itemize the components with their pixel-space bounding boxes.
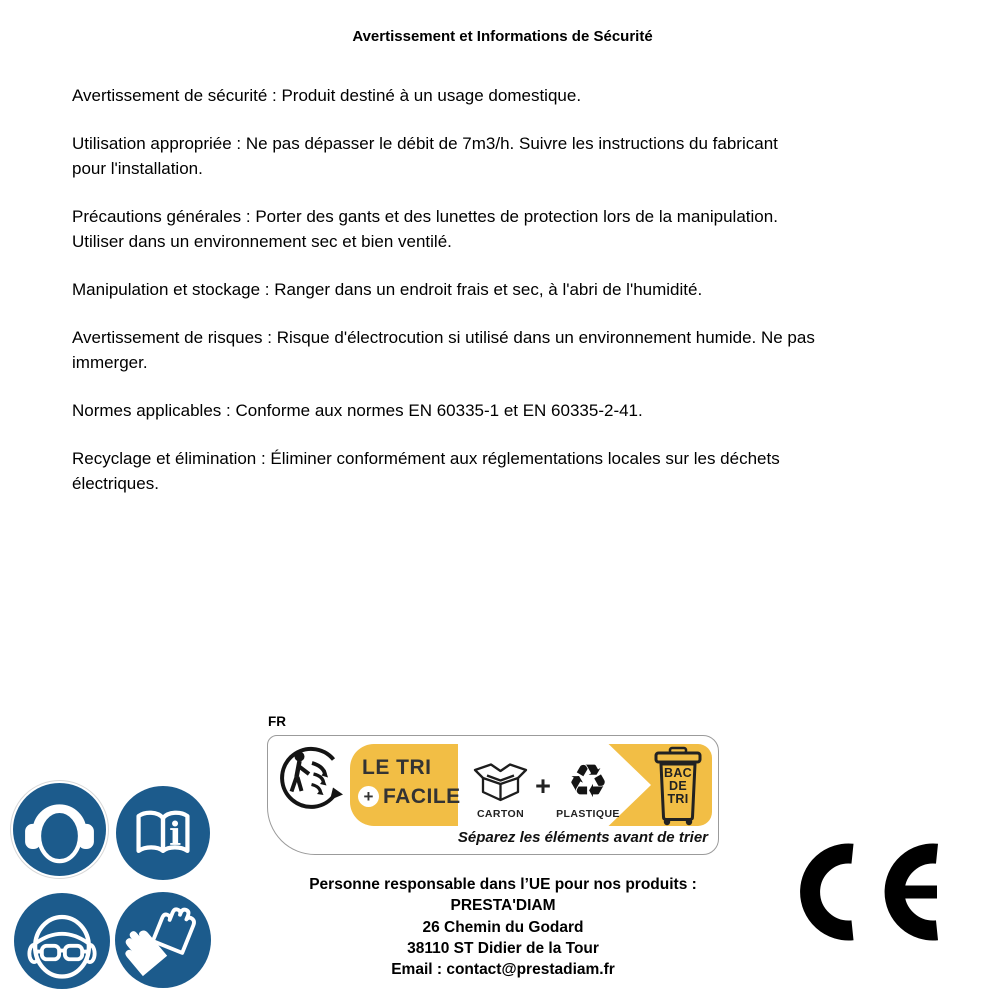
triman-icon	[278, 744, 352, 810]
wear-protective-gloves-icon	[115, 892, 211, 988]
ce-marking-icon	[798, 842, 944, 942]
country-code-label: FR	[268, 714, 286, 729]
paragraph-applicable-standards: Normes applicables : Conforme aux normes EN 60335-1 et EN 60335-2-41.	[72, 401, 643, 420]
headline-le-tri: LE TRI	[362, 756, 432, 779]
material-label-carton: CARTON	[476, 808, 525, 820]
recycling-triangle-icon: ♻	[567, 755, 609, 807]
company-name: PRESTA'DIAM	[450, 897, 556, 915]
recycling-sorting-label	[267, 735, 719, 855]
wear-eye-protection-icon	[14, 893, 110, 989]
paragraph-handling-storage: Manipulation et stockage : Ranger dans un endroit frais et sec, à l'abri de l'humidité.	[72, 280, 703, 299]
sorting-instruction: Séparez les éléments avant de trier	[457, 829, 708, 846]
address-street: 26 Chemin du Godard	[422, 918, 584, 936]
material-label-plastique: PLASTIQUE	[556, 808, 620, 820]
materials-plus-sign: +	[535, 771, 551, 801]
read-instruction-manual-icon	[116, 786, 210, 880]
bin-label: BAC DE TRI	[664, 766, 692, 806]
responsible-heading: Personne responsable dans l’UE pour nos produits :	[309, 876, 697, 893]
paragraph-recycling-disposal: Recyclage et élimination : Éliminer conformément aux réglementations locales sur les déchets électriques.	[72, 449, 780, 493]
svg-text:i: i	[169, 814, 182, 853]
plus-icon: +	[358, 786, 379, 807]
address-city: 38110 ST Didier de la Tour	[407, 939, 599, 957]
headline-facile: FACILE	[383, 785, 461, 808]
safety-paragraphs	[72, 83, 815, 519]
paragraph-safety-warning: Avertissement de sécurité : Produit destiné à un usage domestique.	[72, 86, 582, 105]
sorting-bin-icon	[651, 746, 705, 826]
paragraph-risk-warning: Avertissement de risques : Risque d'électrocution si utilisé dans un environnement humide. Ne pas immerger.	[72, 328, 815, 372]
contact-email: Email : contact@prestadiam.fr	[391, 961, 615, 979]
wear-ear-protection-icon	[10, 780, 109, 879]
carton-box-icon	[473, 759, 528, 805]
page-title: Avertissement et Informations de Sécurité	[352, 28, 653, 45]
paragraph-appropriate-use: Utilisation appropriée : Ne pas dépasser le débit de 7m3/h. Suivre les instructions du fabricant pour l'installation.	[72, 134, 778, 178]
responsible-person-block	[253, 874, 753, 980]
paragraph-general-precautions: Précautions générales : Porter des gants et des lunettes de protection lors de la manipulation. Utiliser dans un environnement sec et bien ventilé.	[72, 207, 778, 251]
